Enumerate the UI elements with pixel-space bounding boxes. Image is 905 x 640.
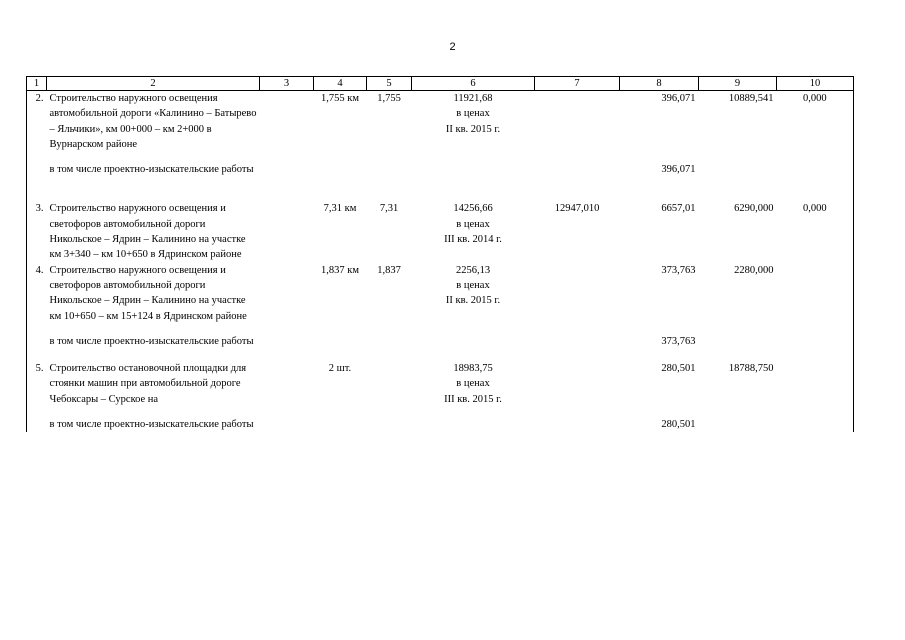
table-row — [27, 91, 854, 153]
column-header: 4 — [314, 77, 367, 91]
estimated-cost-cell — [412, 334, 535, 349]
capacity-value-cell — [367, 361, 412, 407]
row-spacer — [27, 324, 854, 334]
cell-col9 — [699, 334, 777, 349]
column-header: 2 — [47, 77, 260, 91]
cell-col3 — [260, 334, 314, 349]
cell-col10 — [777, 263, 854, 324]
estimated-cost-cell — [412, 162, 535, 177]
cell-col3 — [260, 361, 314, 407]
cell-col3 — [260, 417, 314, 432]
cell-col7 — [535, 91, 620, 153]
table-body — [27, 91, 854, 433]
cell-col8: 280,501 — [661, 363, 696, 375]
capacity-value-cell: 1,755 — [367, 91, 412, 153]
cell-col3 — [260, 263, 314, 324]
capacity-cell: 7,31 км — [323, 203, 357, 215]
cell-col7 — [535, 162, 620, 177]
row-number: 2. — [27, 91, 47, 153]
row-number — [27, 334, 47, 349]
cell-col8: 6657,01 — [661, 203, 696, 215]
cell-col9 — [699, 162, 777, 177]
column-header: 10 — [777, 77, 854, 91]
column-header: 7 — [535, 77, 620, 91]
cell-col3 — [260, 91, 314, 153]
spacer-cell — [27, 152, 854, 162]
cell-col10 — [777, 334, 854, 349]
capacity-value-cell: 1,837 — [377, 264, 401, 276]
cell-col10 — [777, 162, 854, 177]
estimated-cost-cell: 11921,68 в ценах II кв. 2015 г. — [412, 91, 535, 153]
table-row — [27, 361, 854, 407]
cell-col8: 396,071 — [661, 164, 696, 176]
cell-col7: 12947,010 — [554, 203, 600, 215]
cell-col9: 6290,000 — [734, 203, 774, 215]
cell-col7 — [535, 334, 620, 349]
object-name: Строительство наружного освещения и светофоров автомобильной дороги Никольское – Ядрин – Калинино на участке км 3+340 – км 10+650 в Ядринском районе — [49, 203, 246, 261]
row-number: 5. — [27, 361, 47, 407]
cell-col8: 396,071 — [620, 91, 699, 153]
cell-col7 — [535, 361, 620, 407]
cell-col7 — [535, 417, 620, 432]
object-name: Строительство остановочной площадки для стоянки машин при автомобильной дороге Чебоксары – Сурское на — [49, 363, 247, 405]
subtotal-row — [27, 162, 854, 177]
row-number: 4. — [27, 263, 47, 324]
row-spacer — [27, 152, 854, 162]
capacity-cell: 2 шт. — [328, 363, 352, 375]
row-spacer — [27, 407, 854, 417]
capacity-cell — [314, 162, 367, 177]
cell-col10 — [777, 417, 854, 432]
capacity-value-cell — [367, 417, 412, 432]
capacity-value-cell — [367, 162, 412, 177]
cell-col10: 0,000 — [777, 201, 854, 262]
table-row — [27, 263, 854, 324]
cell-col8: 373,763 — [661, 335, 696, 347]
row-spacer — [27, 177, 854, 201]
column-header: 5 — [367, 77, 412, 91]
object-name: в том числе проектно-изыскательские работы — [49, 164, 254, 176]
cell-col9: 2280,000 — [734, 264, 774, 276]
cell-col9: 10889,541 — [699, 91, 777, 153]
column-header: 9 — [699, 77, 777, 91]
object-name: Строительство наружного освещения и светофоров автомобильной дороги Никольское – Ядрин – Калинино на участке км 10+650 – км 15+124 в Ядринском районе — [49, 264, 247, 322]
estimated-cost-cell: 14256,66 в ценах III кв. 2014 г. — [444, 203, 502, 246]
spacer-cell — [27, 407, 854, 417]
column-header: 1 — [27, 77, 47, 91]
capacity-value-cell — [367, 334, 412, 349]
row-spacer — [27, 349, 854, 361]
cell-col8: 373,763 — [661, 264, 696, 276]
spacer-cell — [27, 324, 854, 334]
column-header: 6 — [412, 77, 535, 91]
cell-col3 — [260, 162, 314, 177]
estimated-cost-cell: 2256,13 в ценах II кв. 2015 г. — [445, 264, 501, 307]
capacity-cell: 1,755 км — [314, 91, 367, 153]
row-number — [27, 162, 47, 177]
cell-col9: 18788,750 — [728, 363, 774, 375]
page-number: 2 — [449, 41, 456, 53]
cell-col9 — [699, 417, 777, 432]
capacity-cell: 1,837 км — [321, 264, 359, 276]
cell-col7 — [535, 263, 620, 324]
cell-col10: 0,000 — [777, 91, 854, 153]
subtotal-row — [27, 334, 854, 349]
column-header: 8 — [620, 77, 699, 91]
row-number — [27, 417, 47, 432]
column-header: 3 — [260, 77, 314, 91]
object-name: в том числе проектно-изыскательские работы — [49, 335, 254, 347]
program-table — [26, 76, 854, 432]
spacer-cell — [27, 177, 854, 201]
capacity-value-cell: 7,31 — [379, 203, 399, 215]
estimated-cost-cell: 18983,75 в ценах III кв. 2015 г. — [444, 363, 502, 405]
column-number-header — [27, 77, 854, 91]
subtotal-row — [27, 417, 854, 432]
object-name: в том числе проектно-изыскательские работы — [49, 419, 254, 431]
spacer-cell — [27, 349, 854, 361]
cell-col8: 280,501 — [661, 419, 696, 431]
cell-col3 — [260, 201, 314, 262]
estimated-cost-cell — [412, 417, 535, 432]
object-name: Строительство наружного освещения автомобильной дороги «Калинино – Батырево – Яльчики», км 00+000 – км 2+000 в Вурнарском районе — [47, 91, 260, 153]
row-number: 3. — [27, 201, 47, 262]
capacity-cell — [314, 417, 367, 432]
cell-col10 — [777, 361, 854, 407]
table-row — [27, 201, 854, 262]
capacity-cell — [314, 334, 367, 349]
